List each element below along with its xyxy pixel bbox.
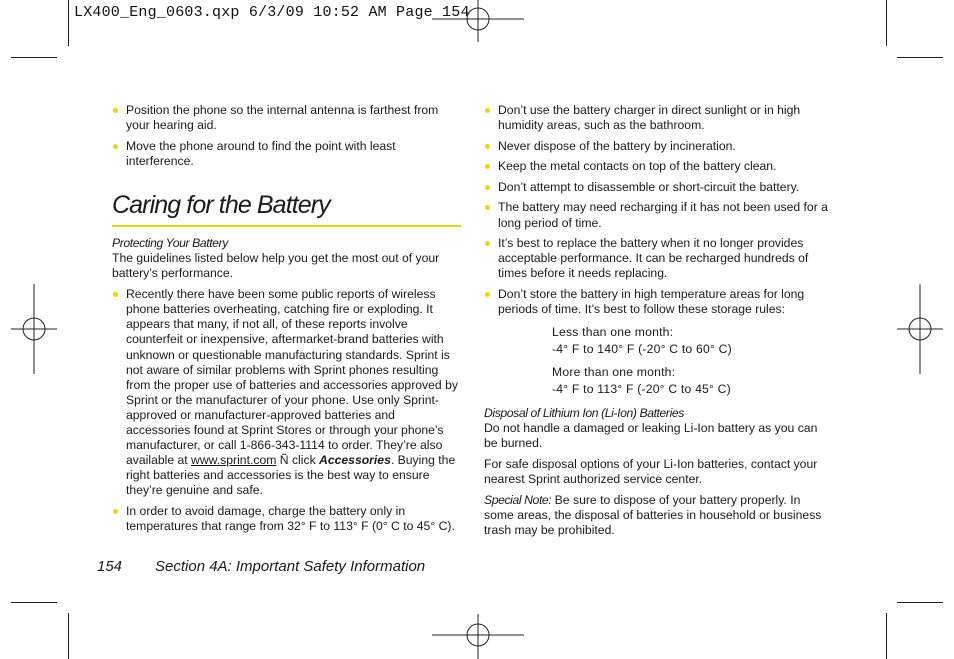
bullet-icon [485,292,490,297]
special-note-label: Special Note: [484,492,552,507]
storage-rule-value: -4° F to 113° F (-20° C to 45° C) [552,382,731,397]
list-item [484,200,830,230]
bullet-text: The battery may need recharging if it has not been used for a long period of time. [498,200,828,230]
disposal-paragraph: Do not handle a damaged or leaking Li-Ion battery as you can be burned. [484,421,818,451]
disposal-paragraph: For safe disposal options of your Li-Ion batteries, contact your nearest Sprint authorized service center. [484,456,818,486]
left-column [112,103,462,540]
bullet-icon [113,144,118,149]
crop-mark [897,57,943,58]
crop-mark [68,613,69,659]
sprint-link[interactable]: www.sprint.com [191,453,277,468]
bullet-text-part: . Buying the right batteries and accessories is the best way to ensure they’re genuine and safe. [126,453,456,498]
subheading: Disposal of Lithium Ion (Li-Ion) Batteries [484,406,684,421]
crop-mark [11,602,57,603]
list-item [484,287,830,317]
bullet-icon [113,292,118,297]
section-title: Caring for the Battery [112,190,330,219]
bullet-icon [113,108,118,113]
storage-rule-value: -4° F to 140° F (-20° C to 60° C) [552,342,732,357]
bullet-text: In order to avoid damage, charge the battery only in temperatures that range from 32° F to 113° F (0° C to 45° C). [126,503,455,534]
bullet-text: Keep the metal contacts on top of the battery clean. [498,159,777,174]
list-item [112,504,462,534]
bullet-text: It’s best to replace the battery when it no longer provides acceptable performance. It can be recharged hundreds of times before it needs replacing. [498,236,809,281]
storage-rule-label: More than one month: [552,365,676,380]
bullet-text-part: Recently there have been some public reports of wireless phone batteries overheating, catching fire or exploding. It appears that many, if not all, of these reports involve counterfeit or inexpensive, aftermarket-brand batteries with unknown or questionable manufacturing standards. Sprint is not aware of similar problems with Sprint phones resulting from the proper use of batteries and accessories approved by Sprint or the manufacturer of your phone. Use only Sprint-approved or manufacturer-approved batteries and accessories found at Sprint Stores or through your phone’s manufacturer, or call 1-866-343-1114 to order. They’re also available at [126,287,458,468]
crop-mark [68,0,69,46]
list-item [112,139,462,169]
bullet-text: Don’t attempt to disassemble or short-circuit the battery. [498,179,800,194]
crop-mark [886,613,887,659]
list-item [484,103,830,133]
list-item [484,236,830,281]
storage-rule-label: Less than one month: [552,325,674,340]
page-footer [97,558,425,575]
list-item [484,180,830,195]
crop-mark [897,602,943,603]
print-slug: LX400_Eng_0603.qxp 6/3/09 10:52 AM Page 154 [74,4,470,21]
bullet-text: Position the phone so the internal antenna is farthest from your hearing aid. [126,103,439,133]
bullet-icon [485,144,490,149]
subheading: Protecting Your Battery [112,235,228,250]
list-item [484,159,830,174]
bullet-icon [485,241,490,246]
bullet-icon [485,164,490,169]
registration-mark-left [11,284,57,374]
registration-mark-bottom [432,614,524,659]
bullet-text: Never dispose of the battery by incineration. [498,138,736,153]
list-item [484,139,830,154]
special-note-text: Be sure to dispose of your battery properly. In some areas, the disposal of batteries in household or business trash may be prohibited. [484,492,822,537]
crop-mark [11,57,57,58]
page-number: 154 [97,558,123,575]
registration-mark-top [432,0,524,42]
list-item [112,287,462,498]
bullet-icon [485,205,490,210]
bullet-icon [113,509,118,514]
special-note [484,493,830,538]
title-underline [112,225,461,227]
bullet-text: Don’t use the battery charger in direct sunlight or in high humidity areas, such as the bathroom. [498,103,801,133]
list-item [112,103,462,133]
bullet-text: Move the phone around to find the point with least interference. [126,138,396,168]
accessories-label: Accessories [319,453,391,468]
bullet-icon [485,108,490,113]
registration-mark-right [897,284,943,374]
section-name: Section 4A: Important Safety Information [155,558,426,575]
intro-paragraph: The guidelines listed below help you get the most out of your battery’s performance. [112,250,440,281]
right-column [484,103,830,543]
bullet-text-part: Ñ click [276,453,320,468]
bullet-text: Don’t store the battery in high temperature areas for long periods of time. It’s best to follow these storage rules: [498,286,805,317]
storage-rules [484,324,830,398]
bullet-icon [485,185,490,190]
crop-mark [886,0,887,46]
